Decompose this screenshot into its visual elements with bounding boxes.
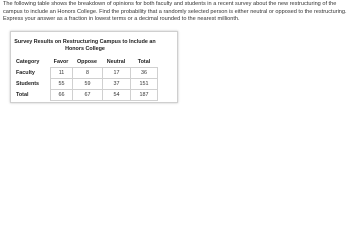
table-cell: 151: [130, 78, 158, 89]
table-cell: 187: [130, 89, 158, 101]
column-header-neutral: Neutral: [106, 58, 126, 65]
table-cell: 59: [72, 78, 102, 89]
question-prompt: The following table shows the breakdown of opinions for both faculty and students in a recent survey about the new restructuring of the campus to include an Honors College. Find the probability that a randomly selected person is either neutral or opposed to the restructuring. Express your answer as a fraction in lowest terms or a decimal rounded to the nearest millionth.: [3, 1, 347, 23]
survey-table: [15, 56, 176, 101]
table-cell: 11: [50, 67, 72, 78]
table-cell: 66: [50, 89, 72, 101]
table-cell: 67: [72, 89, 102, 101]
table-cell: 8: [72, 67, 102, 78]
column-header-total: Total: [137, 58, 151, 65]
table-cell: 17: [102, 67, 130, 78]
row-header-students: Students: [16, 80, 40, 87]
column-header-oppose: Oppose: [76, 58, 98, 65]
row-header-faculty: Faculty: [16, 69, 35, 76]
survey-table-card: [10, 31, 178, 103]
survey-table-title: Survey Results on Restructuring Campus to Include an Honors College: [14, 39, 156, 53]
table-cell: 54: [102, 89, 130, 101]
column-header-favor: Favor: [53, 58, 69, 65]
table-cell: 55: [50, 78, 72, 89]
table-cell: 37: [102, 78, 130, 89]
row-header-total: Total: [16, 92, 29, 98]
column-header-category: Category: [16, 58, 40, 65]
table-cell: 36: [130, 67, 158, 78]
